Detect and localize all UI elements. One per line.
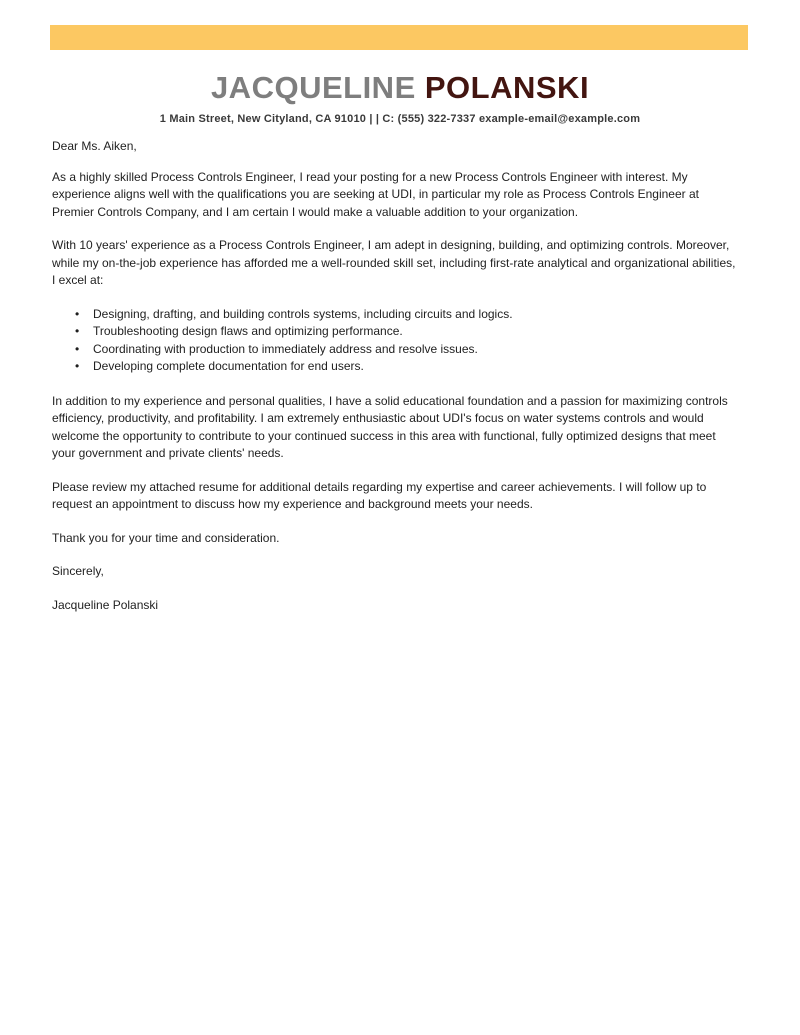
bullet-item	[75, 323, 741, 341]
name-last: POLANSKI	[424, 70, 590, 105]
closing-sincerely: Sincerely,	[52, 564, 104, 578]
bullet-icon: •	[75, 359, 80, 373]
paragraph-experience: With 10 years' experience as a Process Controls Engineer, I am adept in designing, building, and optimizing controls. Moreover, while my on-the-job experience has afforded me a well-rounded skill set, including first-rate analytical and organizational abilities, I excel at:	[52, 238, 736, 287]
bullet-item	[75, 358, 741, 376]
paragraph-education: In addition to my experience and personal qualities, I have a solid educational foundation and a passion for maximizing controls efficiency, productivity, and profitability. I am extremely enthusiastic about UDI's focus on water systems controls and would welcome the opportunity to contribute to your continued success in this area with functional, fully optimized designs that meet your government and private clients' needs.	[52, 393, 728, 460]
name-first: JACQUELINE	[210, 70, 416, 105]
salutation: Dear Ms. Aiken,	[52, 139, 137, 153]
letter-body	[52, 138, 741, 614]
signature: Jacqueline Polanski	[52, 597, 159, 612]
paragraph-followup: Please review my attached resume for additional details regarding my expertise and career achievements. I will follow up to request an appointment to discuss how my experience and background meets your needs.	[52, 479, 707, 511]
bullet-text: Coordinating with production to immediately address and resolve issues.	[93, 341, 478, 356]
header-accent-bar	[50, 25, 748, 50]
bullet-text: Developing complete documentation for end users.	[93, 359, 364, 373]
bullet-icon: •	[75, 341, 80, 356]
name-heading	[0, 70, 800, 106]
paragraph-intro: As a highly skilled Process Controls Engineer, I read your posting for a new Process Controls Engineer with interest. My experience aligns well with the qualifications you are seeking at UDI, in particular my role as Process Controls Engineer at Premier Controls Company, and I am certain I would make a valuable addition to your organization.	[52, 169, 699, 219]
bullet-item	[75, 306, 741, 324]
bullet-text: Designing, drafting, and building controls systems, including circuits and logics.	[93, 306, 513, 321]
bullet-icon: •	[75, 324, 80, 338]
bullet-text: Troubleshooting design flaws and optimizing performance.	[93, 324, 403, 338]
contact-line: 1 Main Street, New Cityland, CA 91010 | | C: (555) 322-7337 example-email@example.com	[159, 113, 641, 125]
closing-thanks: Thank you for your time and consideration.	[52, 530, 280, 545]
bullet-icon: •	[75, 306, 80, 321]
bullet-list	[52, 306, 741, 376]
bullet-item	[75, 341, 741, 359]
name-space	[416, 70, 425, 105]
